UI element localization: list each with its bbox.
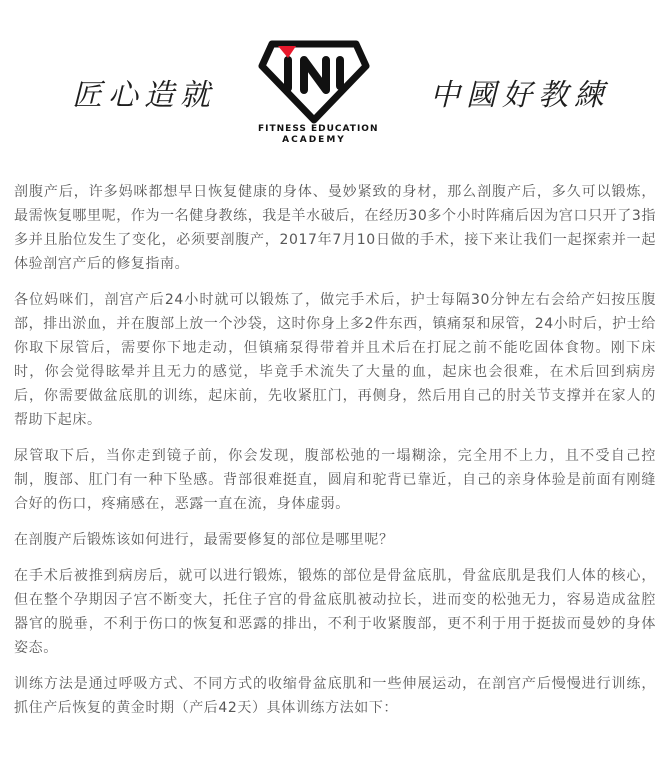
article-paragraph-1: 剖腹产后，许多妈咪都想早日恢复健康的身体、曼妙紧致的身材，那么剖腹产后，多久可以锻炼，最需恢复哪里呢，作为一名健身教练，我是羊水破后，在经历30多个小时阵痛后因为宫口只开了3指多并且胎位发生了变化，必须要剖腹产，2017年7月10日做的手术，接下来让我们一起探索并一起体验剖宫产后的修复指南。	[14, 184, 656, 272]
article-paragraph-2: 各位妈咪们，剖宫产后24小时就可以锻炼了，做完手术后，护士每隔30分钟左右会给产妇按压腹部，排出淤血，并在腹部上放一个沙袋，这时你身上多2件东西，镇痛泵和尿管，24小时后，护士给你取下尿管后，需要你下地走动，但镇痛泵得带着并且术后在打屁之前不能吃固体食物。刚下床时，你会觉得眩晕并且无力的感觉，毕竟手术流失了大量的血，起床也会很难，在术后回到病房后，你需要做盆底肌的训练，起床前，先收紧肛门，再侧身，然后用自己的肘关节支撑并在家人的帮助下起床。	[14, 292, 656, 428]
article-paragraph-4: 在剖腹产后锻炼该如何进行，最需要修复的部位是哪里呢？	[14, 532, 394, 548]
gem-logo-icon	[258, 38, 370, 124]
logo-text-line2: ACADEMY	[282, 135, 346, 145]
brand-logo	[258, 38, 379, 148]
logo-text-line1: FITNESS EDUCATION	[258, 124, 379, 134]
slogan-left: 匠心造就	[72, 78, 216, 113]
slogan-right: 中國好教練	[430, 78, 610, 113]
article-body	[14, 180, 656, 732]
article-paragraph-5: 在手术后被推到病房后，就可以进行锻炼，锻炼的部位是骨盆底肌，骨盆底肌是我们人体的核心，但在整个孕期因子宫不断变大，托住子宫的骨盆底肌被动拉长，进而变的松弛无力，容易造成盆腔器官的脱垂，不利于伤口的恢复和恶露的排出，不利于收紧腹部，更不利于用于挺拔而曼妙的身体姿态。	[14, 568, 656, 656]
header-banner	[0, 0, 671, 160]
article-paragraph-6: 训练方法是通过呼吸方式、不同方式的收缩骨盆底肌和一些伸展运动，在剖宫产后慢慢进行训练，抓住产后恢复的黄金时期（产后42天）具体训练方法如下：	[14, 676, 656, 716]
article-paragraph-3: 尿管取下后，当你走到镜子前，你会发现，腹部松弛的一塌糊涂，完全用不上力，且不受自己控制，腹部、肛门有一种下坠感。背部很难挺直，圆肩和驼背已靠近，自己的亲身体验是前面有刚缝合好的伤口，疼痛感在，恶露一直在流，身体虚弱。	[14, 448, 656, 512]
